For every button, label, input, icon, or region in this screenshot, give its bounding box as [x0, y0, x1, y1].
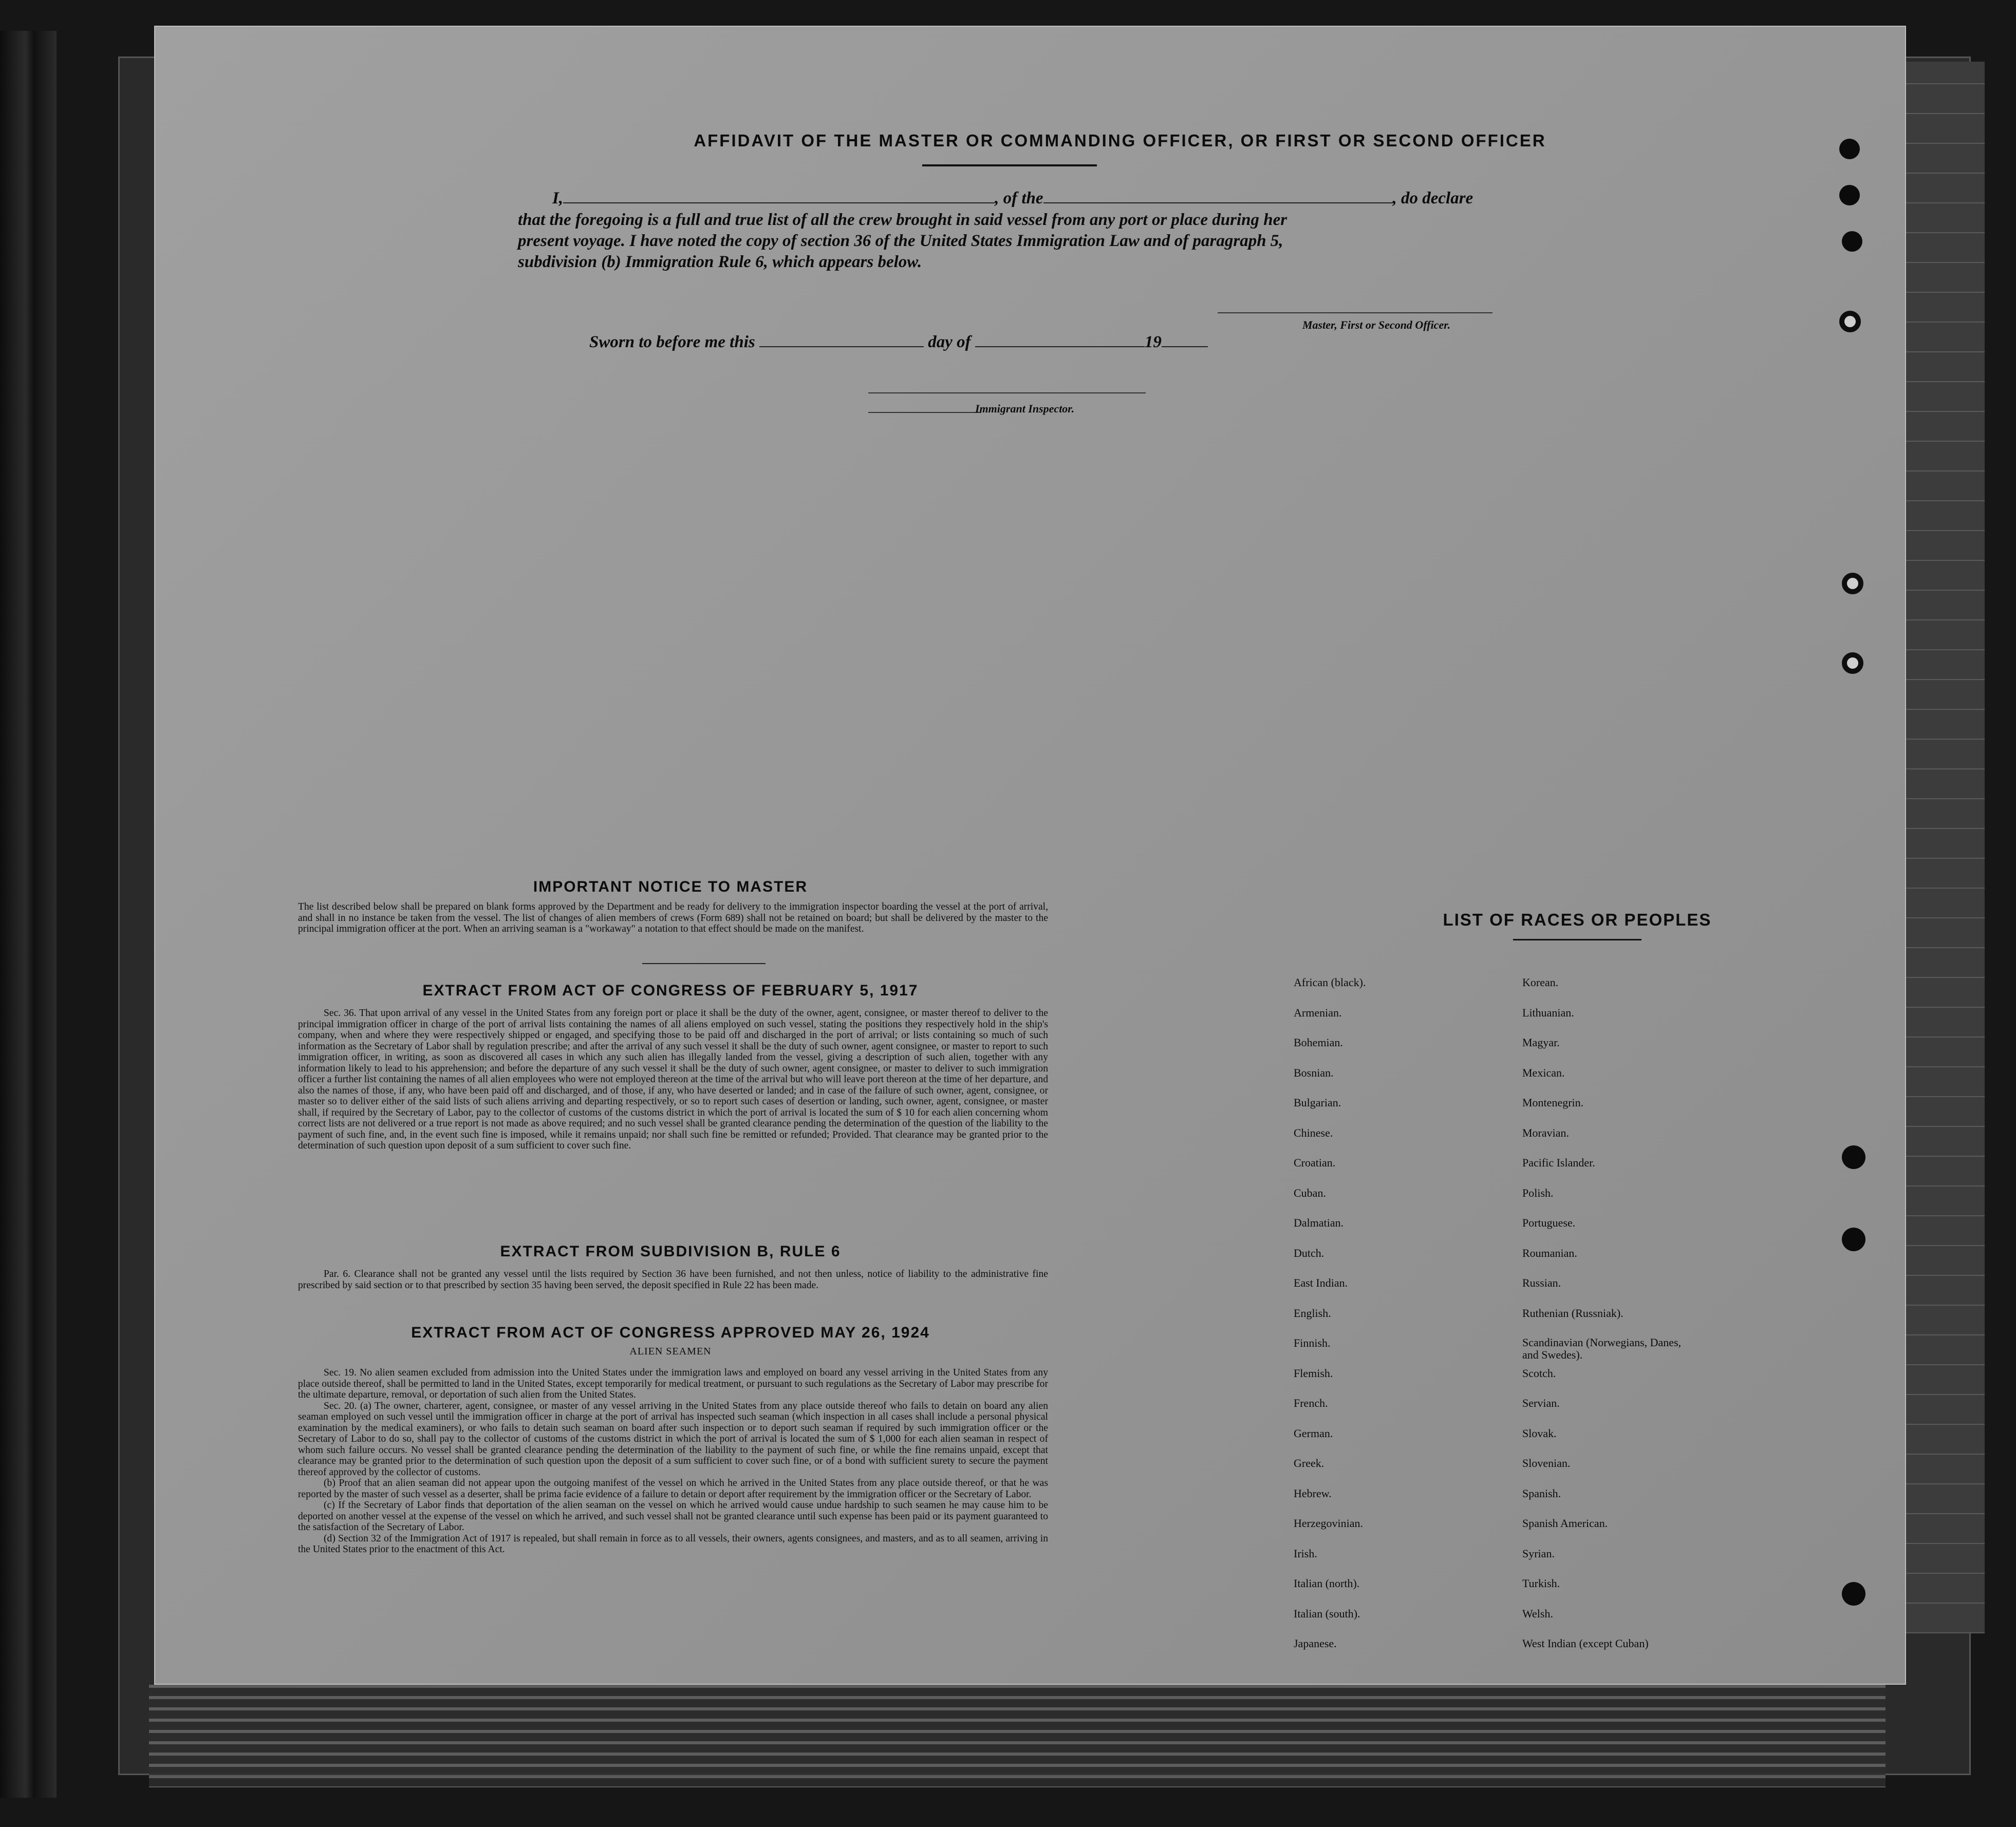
inspector-signature-line[interactable]	[868, 392, 1146, 393]
race-item: Korean.	[1522, 976, 1559, 989]
race-item: Moravian.	[1522, 1126, 1570, 1139]
race-item: Servian.	[1522, 1397, 1560, 1409]
races-underline	[1513, 939, 1641, 940]
binder-ring-icon	[1842, 573, 1863, 594]
binder-hole-icon	[1842, 1145, 1865, 1169]
affidavit-line-2: that the foregoing is a full and true list of all the crew brought in said vessel from any port or place during her	[518, 211, 1287, 229]
sec-20c-paragraph: (c) If the Secretary of Labor finds that deportation of the alien seaman on the vessel on which he arrived would cause undue hardship to such seamen he may cause him to be deported on another vessel at the expense of the vessel on which he arrived, and such vessel shall not be granted clearance until such expense has been paid or its payment guaranteed to the satisfaction of the Secretary of Labor.	[298, 1500, 1048, 1533]
race-item: Armenian.	[1294, 1006, 1342, 1019]
race-item: Bulgarian.	[1294, 1096, 1341, 1109]
binder-ring-icon	[1842, 652, 1863, 674]
race-item: Syrian.	[1522, 1547, 1555, 1560]
name-blank[interactable]	[563, 189, 995, 203]
sworn-day-blank[interactable]	[759, 333, 924, 347]
race-item: Slovak.	[1522, 1426, 1557, 1440]
race-item: Scandinavian (Norwegians, Danes, and Swedes).	[1522, 1336, 1682, 1361]
sworn-line: Sworn to before me this day of 19	[589, 333, 1208, 352]
race-item: Dutch.	[1294, 1246, 1324, 1259]
race-item: Dalmatian.	[1294, 1216, 1344, 1229]
divider	[642, 963, 766, 964]
title-underline	[922, 164, 1097, 166]
race-item: Flemish.	[1294, 1366, 1333, 1380]
race-item: Croatian.	[1294, 1156, 1336, 1169]
race-item: Cuban.	[1294, 1186, 1326, 1199]
binder-hole-icon	[1842, 231, 1862, 252]
race-item: Polish.	[1522, 1186, 1554, 1199]
race-item: French.	[1294, 1397, 1328, 1409]
races-right-column	[1522, 976, 1692, 1667]
race-item: Spanish American.	[1522, 1517, 1608, 1530]
binder-hole-icon	[1842, 1228, 1865, 1251]
race-item: Bosnian.	[1294, 1066, 1334, 1079]
race-item: Bohemian.	[1294, 1036, 1343, 1049]
inspector-caption: Immigrant Inspector.	[975, 402, 1075, 415]
extract-1917-text: Sec. 36. That upon arrival of any vessel in the United States from any foreign port or place it shall be the duty of the owner, agent, consignee, or master thereof to deliver to the principal immigration officer in charge of the port of arrival lists containing the names of all aliens employed on such vessel, stating the positions they respectively hold in the ship's company, when and where they were respectively shipped or engaged, and specifying those to be paid off and discharged in the port of arrival; or lists containing so much of such information as the Secretary of Labor shall by regulation prescribe; and after the arrival of any such vessel it shall be the duty of such owner, agent consignee, or master to report to such immigration officer, in writing, as soon as discovered all cases in which any such alien has illegally landed from the vessel, giving a description of such alien, together with any information likely to lead to his apprehension; and before the departure of any such vessel it shall be the duty of such owner, agent consignee, or master to deliver to such immigration officer a further list containing the names of all alien employees who were not employed thereon at the time of the arrival but who will leave port thereon at the time of her departure, and also the names of those, if any, who have been paid off and discharged, and of those, if any, who have deserted or landed; and in case of the failure of such owner, agent, consignee, or master so to deliver either of the said lists of such aliens arriving and departing respectively, or so to report such cases of desertion or landing, such owner, agent, consignee, or master shall, if required by the Secretary of Labor, pay to the collector of customs of the customs district in which the port of arrival is located the sum of $ 10 for each alien concerning whom correct lists are not delivered or a true report is not made as above required; and no such vessel shall be granted clearance pending the determination of the question of the liability to the payment of such fine, and, in the event such fine is imposed, while it remains unpaid; nor shall such fine be remitted or refunded; Provided. That clearance may be granted prior to the determination of such question upon deposit of a sum sufficient to cover such fine.	[298, 1008, 1048, 1151]
master-signature-line[interactable]	[1218, 312, 1492, 313]
race-item: Chinese.	[1294, 1126, 1333, 1139]
binder-ring-icon	[1839, 311, 1861, 332]
extract-1917-title: EXTRACT FROM ACT OF CONGRESS OF FEBRUARY 5, 1917	[422, 982, 919, 999]
race-item: Irish.	[1294, 1547, 1317, 1560]
sec-19-paragraph: Sec. 19. No alien seamen excluded from admission into the United States under the immigration laws and employed on board any vessel arriving in the United States from any place outside thereof, shall be permitted to land in the United States, except temporarily for medical treatment, or pursuant to such regulations as the Secretary of Labor may prescribe for the ultimate departure, removal, or deportation of such alien from the United States.	[298, 1367, 1048, 1400]
sec-20d-paragraph: (d) Section 32 of the Immigration Act of 1917 is repealed, but shall remain in force as to all vessels, their owners, agents consignees, and masters, and as to all seamen, arriving in the United States prior to the enactment of this Act.	[298, 1533, 1048, 1555]
page-stack-edges	[149, 1685, 1886, 1787]
inspector-caption-line	[868, 412, 981, 413]
extract-1924-subtitle: ALIEN SEAMEN	[629, 1346, 712, 1357]
race-item: West Indian (except Cuban)	[1522, 1637, 1649, 1650]
race-item: Italian (north).	[1294, 1577, 1360, 1590]
sworn-month-blank[interactable]	[975, 333, 1145, 347]
race-item: Portuguese.	[1522, 1216, 1576, 1229]
notice-text: The list described below shall be prepared on blank forms approved by the Department and be ready for delivery to the immigration inspector boarding the vessel at the port of arrival, and shall in no instance be taken from the vessel. The list of changes of alien members of crews (Form 689) shall not be retained on board; but shall be delivered by the master to the principal immigration officer at the port. When an arriving seaman is a "workaway" a notation to that effect should be made on the manifest.	[298, 901, 1048, 934]
race-item: East Indian.	[1294, 1276, 1348, 1289]
race-item: African (black).	[1294, 976, 1366, 989]
race-item: Japanese.	[1294, 1637, 1337, 1650]
race-item: Russian.	[1522, 1276, 1561, 1289]
underlying-ruled-sheet	[1896, 62, 1985, 1633]
race-item: German.	[1294, 1426, 1333, 1440]
sec-20b-paragraph: (b) Proof that an alien seaman did not appear upon the outgoing manifest of the vessel on which he arrived in the United States from any place outside thereof, or that he was reported by the master of such vessel as a deserter, shall be prima facie evidence of a failure to detain or deport after requirement by the immigration officer or the Secretary of Labor.	[298, 1478, 1048, 1500]
race-item: Italian (south).	[1294, 1607, 1360, 1620]
affidavit-line-1: I, , of the , do declare	[552, 189, 1473, 208]
race-item: Montenegrin.	[1522, 1096, 1584, 1109]
binder-hole-icon	[1842, 1582, 1865, 1606]
race-item: Lithuanian.	[1522, 1006, 1574, 1019]
race-item: Magyar.	[1522, 1036, 1560, 1049]
vessel-blank[interactable]	[1043, 189, 1393, 203]
extract-rule6-text: Par. 6. Clearance shall not be granted any vessel until the lists required by Section 36 have been furnished, and not then unless, notice of liability to the administrative fine prescribed by said section or to that prescribed by section 35 having been served, the deposit specified in Rule 22 has been made.	[298, 1269, 1048, 1291]
extract-1924-text	[298, 1367, 1048, 1555]
race-item: Slovenian.	[1522, 1457, 1571, 1470]
races-title: LIST OF RACES OR PEOPLES	[1443, 910, 1712, 929]
sworn-year-blank[interactable]	[1162, 333, 1208, 347]
race-item: Roumanian.	[1522, 1246, 1577, 1259]
race-item: Hebrew.	[1294, 1486, 1332, 1500]
races-left-column	[1294, 976, 1366, 1667]
notice-title: IMPORTANT NOTICE TO MASTER	[533, 878, 808, 895]
race-item: Scotch.	[1522, 1366, 1556, 1380]
race-item: Herzegovinian.	[1294, 1517, 1363, 1530]
manifest-page	[154, 26, 1906, 1685]
binder-hole-icon	[1839, 185, 1860, 205]
race-item: Turkish.	[1522, 1577, 1560, 1590]
race-item: Greek.	[1294, 1457, 1324, 1470]
race-item: Pacific Islander.	[1522, 1156, 1595, 1169]
affidavit-line-4: subdivision (b) Immigration Rule 6, which appears below.	[518, 253, 922, 271]
extract-rule6-title: EXTRACT FROM SUBDIVISION B, RULE 6	[500, 1243, 841, 1260]
extract-1924-title: EXTRACT FROM ACT OF CONGRESS APPROVED MAY 26, 1924	[411, 1324, 930, 1341]
race-item: Finnish.	[1294, 1336, 1331, 1349]
sec-20a-paragraph: Sec. 20. (a) The owner, charterer, agent, consignee, or master of any vessel arriving in the United States from any place outside thereof who fails to detain on board any alien seaman employed on such vessel until the immigration officer in charge at the port of arrival has inspected such seaman (which inspection in all cases shall include a personal physical examination by the medical examiners), or who fails to detain such seaman on board after such inspection or to deport such seaman if required by such immigration officer or the Secretary of Labor to do so, shall pay to the collector of customs of the customs district in which the port of arrival is located the sum of $ 1,000 for each alien seaman in respect of whom such failure occurs. No vessel shall be granted clearance pending the determination of the liability to the payment of such fine, or while the fine remains unpaid, except that clearance may be granted prior to the determination of such question upon the deposit of a sum sufficient to cover such fine, or of a bond with sufficient surety to secure the payment thereof approved by the collector of customs.	[298, 1400, 1048, 1478]
race-item: Spanish.	[1522, 1486, 1561, 1500]
race-item: Ruthenian (Russniak).	[1522, 1306, 1623, 1320]
race-item: Mexican.	[1522, 1066, 1565, 1079]
affidavit-title: AFFIDAVIT OF THE MASTER OR COMMANDING OFFICER, OR FIRST OR SECOND OFFICER	[694, 131, 1546, 150]
master-signature-caption: Master, First or Second Officer.	[1302, 318, 1451, 331]
race-item: Welsh.	[1522, 1607, 1553, 1620]
affidavit-line-3: present voyage. I have noted the copy of section 36 of the United States Immigration Law and of paragraph 5,	[518, 232, 1283, 250]
scanner-left-edge	[0, 31, 57, 1798]
race-item: English.	[1294, 1306, 1331, 1320]
